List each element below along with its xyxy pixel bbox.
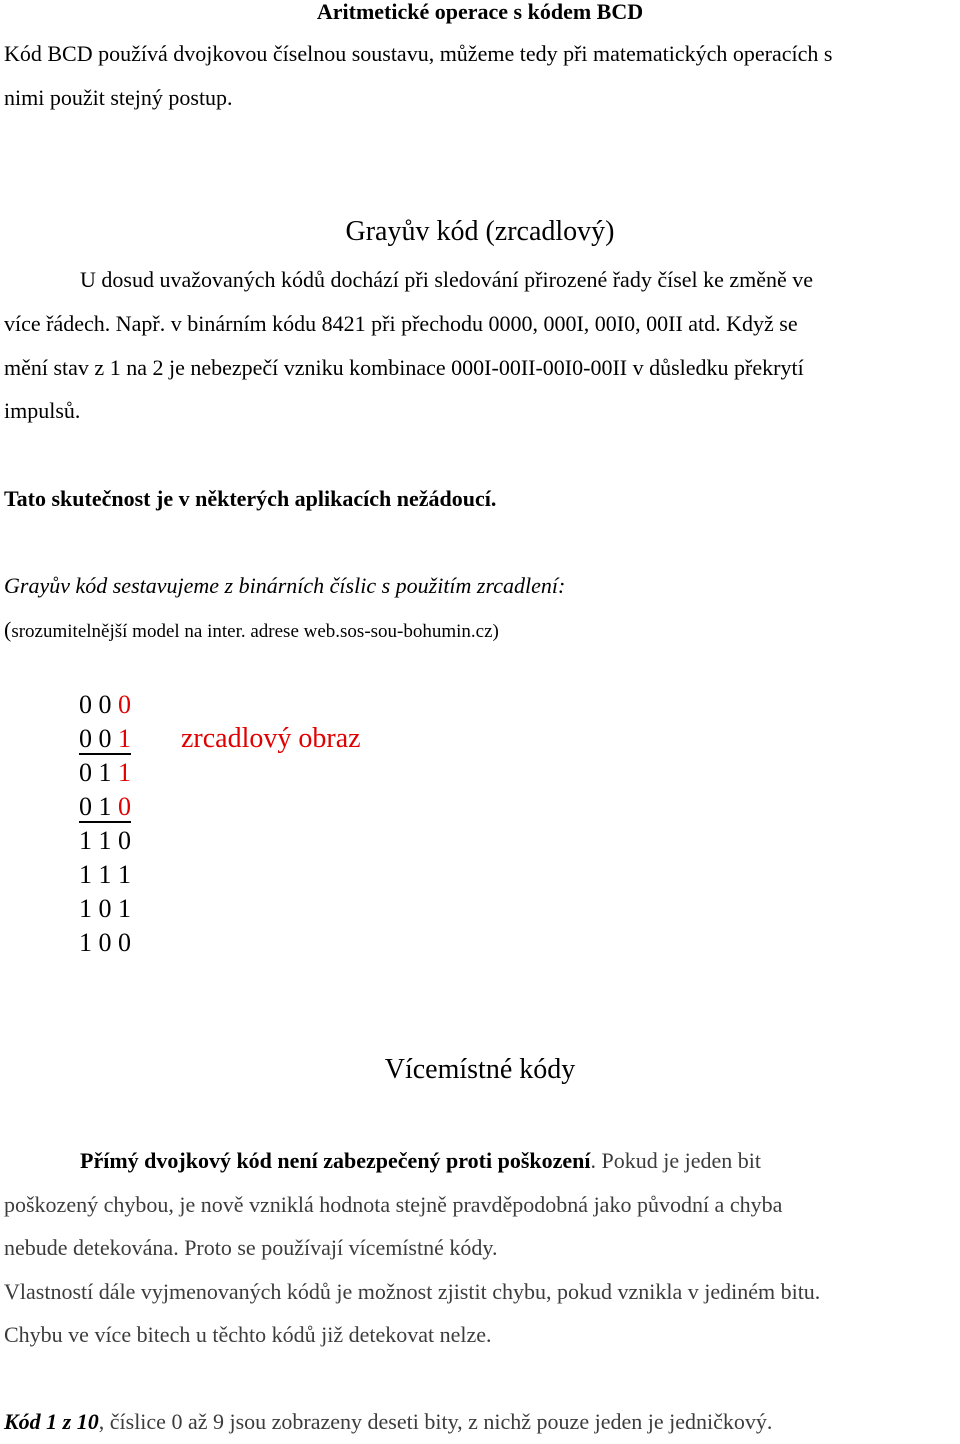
gray-paragraph-line-4: impulsů.: [4, 398, 81, 423]
multi-heading: Vícemístné kódy: [384, 1054, 576, 1085]
bcd-paragraph-line-2: nimi použit stejný postup.: [4, 85, 233, 110]
gray-paragraph-line-2: více řádech. Např. v binárním kódu 8421 při přechodu 0000, 000I, 00I0, 00II atd. Když se: [4, 311, 798, 336]
gray-code-row-8: 1 0 0: [79, 928, 131, 957]
gray-reference: [4, 608, 499, 654]
gray-heading: Grayův kód (zrcadlový): [345, 216, 615, 247]
code-1-of-10-term: Kód 1 z 10: [4, 1409, 99, 1434]
multi-bold-phrase: Přímý dvojkový kód není zabezpečený proti poškození: [80, 1148, 591, 1173]
reference-paren: (: [4, 617, 12, 642]
gray-italic-note: Grayův kód sestavujeme z binárních číslic s použitím zrcadlení:: [4, 573, 566, 598]
multi-paragraph-line-4: Vlastností dále vyjmenovaných kódů je možnost zjistit chybu, pokud vznikla v jediném bitu.: [4, 1279, 821, 1304]
multi-paragraph-line-1: Přímý dvojkový kód není zabezpečený proti poškození. Pokud je jeden bit: [80, 1148, 761, 1173]
gray-code-row-6: 1 1 1: [79, 860, 131, 889]
bcd-heading: Aritmetické operace s kódem BCD: [316, 0, 644, 24]
multi-paragraph-line-6: Kód 1 z 10, číslice 0 až 9 jsou zobrazeny deseti bity, z nichž pouze jeden je jedničkový.: [4, 1409, 773, 1434]
gray-code-row-5: 1 1 0: [79, 826, 131, 855]
multi-paragraph-line-5: Chybu ve více bitech u těchto kódů již detekovat nelze.: [4, 1322, 492, 1347]
gray-code-row-1: 0 0 0: [79, 690, 131, 719]
bcd-paragraph-line-1: Kód BCD používá dvojkovou číselnou soustavu, můžeme tedy při matematických operacích s: [4, 41, 833, 66]
mirror-image-label: zrcadlový obraz: [181, 723, 361, 754]
gray-paragraph-line-1: U dosud uvažovaných kódů dochází při sledování přirozené řady čísel ke změně ve: [80, 267, 814, 292]
gray-bold-note: Tato skutečnost je v některých aplikacích nežádoucí.: [4, 486, 497, 511]
gray-code-row-2: 0 0 1: [79, 724, 131, 753]
gray-paragraph-line-3: mění stav z 1 na 2 je nebezpečí vzniku kombinace 000I-00II-00I0-00II v důsledku překrytí: [4, 355, 804, 380]
gray-code-row-7: 1 0 1: [79, 894, 131, 923]
gray-code-row-3: 0 1 1: [79, 758, 131, 787]
multi-paragraph-line-2: poškozený chybou, je nově vzniklá hodnota stejně pravděpodobná jako původní a chyba: [4, 1192, 783, 1217]
gray-code-row-4: 0 1 0: [79, 792, 131, 821]
reference-text: srozumitelnější model na inter. adrese web.sos-sou-bohumin.cz): [11, 621, 499, 642]
multi-paragraph-line-3: nebude detekována. Proto se používají vícemístné kódy.: [4, 1235, 498, 1260]
